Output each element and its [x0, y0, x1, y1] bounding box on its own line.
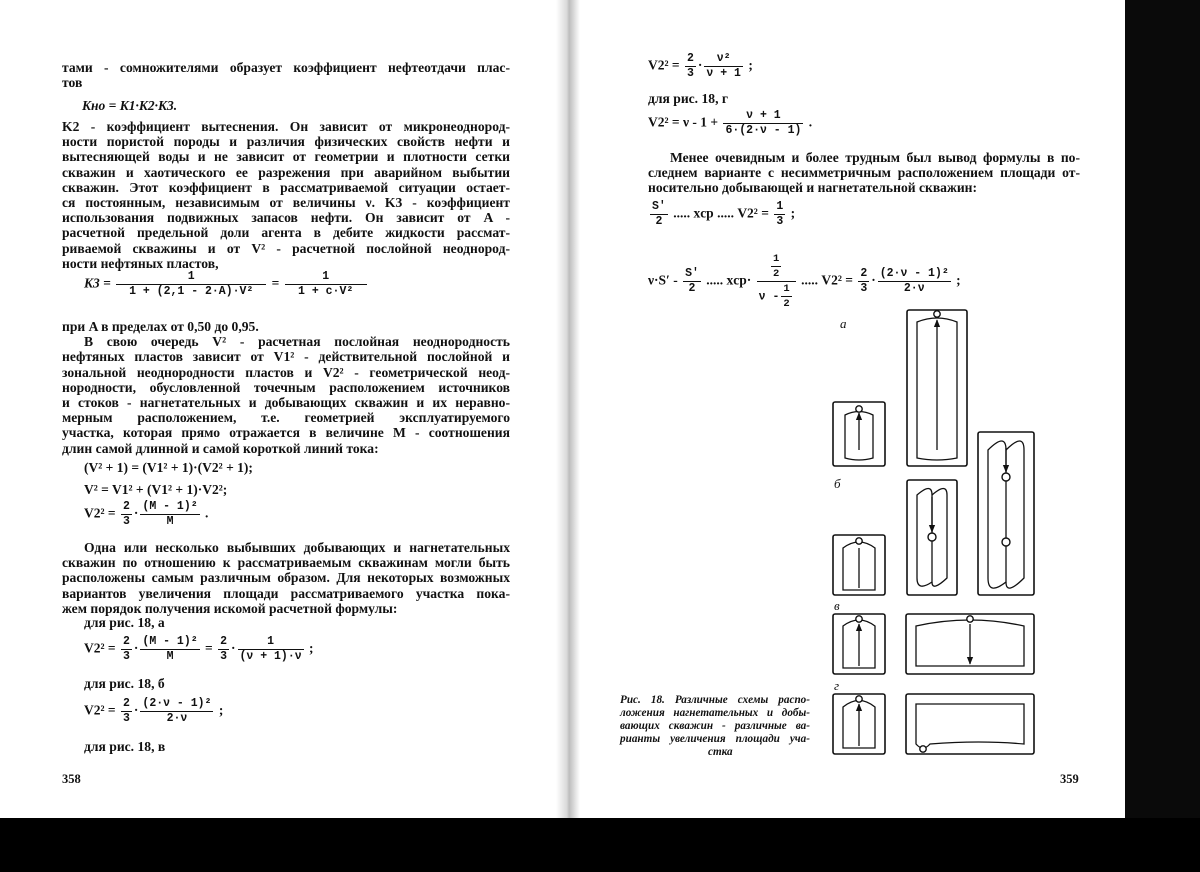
denominator: 2 — [783, 298, 790, 310]
scheme-a-tall-cell — [907, 310, 967, 466]
text-line: жем порядок получения искомой расчетной формулы: — [62, 600, 398, 616]
denominator: 2 — [773, 268, 780, 280]
text-line: участка, которая прямо отражается в величине M - соотношения — [62, 425, 510, 441]
numerator: 2 — [860, 267, 868, 280]
lhs: V2² = ν - 1 + — [648, 114, 719, 130]
k3-fraction-1 — [116, 270, 266, 299]
text-line: при A в пределах от 0,50 до 0,95. — [62, 319, 259, 334]
text-line: K2 - коэффициент вытеснения. Он зависит от микронеоднород- — [62, 119, 510, 134]
scheme-c-wide-cell — [906, 614, 1034, 674]
equation-fig-18b: V2² = $\frac{2}{3}$ · $\frac{\text{(2·ν - 1)²}}{2\cdot\nu}$ ; — [84, 697, 224, 725]
paragraph-3 — [62, 319, 510, 456]
label-fig-18c: для рис. 18, в — [84, 739, 166, 754]
denominator: 3 — [123, 515, 130, 528]
numerator: S′ — [685, 267, 699, 280]
scheme-d-wide-cell — [906, 694, 1034, 754]
paragraph-4 — [62, 540, 510, 616]
end-mark: ; — [309, 640, 314, 656]
scheme-a-small-cell — [833, 402, 885, 466]
scan-border-right — [1125, 0, 1200, 818]
numerator: ν + 1 — [723, 109, 803, 124]
denominator: M — [166, 650, 174, 663]
denominator: 3 — [860, 282, 868, 295]
denominator: 3 — [220, 650, 227, 663]
figure-label-c: в — [834, 598, 840, 613]
numerator: 1 — [773, 253, 780, 265]
book-gutter — [556, 0, 580, 818]
lhs: V2² = — [84, 505, 116, 521]
text-line: вытесняющей воды и не зависит от геометрии и плотности сетки — [62, 149, 510, 165]
fraction — [121, 500, 132, 529]
figure-caption — [620, 694, 810, 759]
numerator: 1 — [238, 635, 304, 650]
end-mark: ; — [218, 702, 224, 718]
text-line: расчетной предельной доли агента в дебите жидкости рассмат- — [62, 225, 510, 241]
left-page — [0, 0, 556, 818]
numerator: 1 — [776, 200, 784, 213]
caption-line: стка — [708, 746, 733, 758]
numerator: 1 — [783, 283, 790, 295]
text-line: и стоков - нагнетательных и добывающих скважин и их неравно- — [62, 395, 510, 411]
paragraph-1 — [62, 60, 510, 90]
scheme-b-mid-cell — [907, 480, 957, 595]
denominator: 2 — [655, 215, 663, 228]
fraction — [121, 635, 132, 664]
page-number: 359 — [1060, 772, 1079, 786]
lhs: V2² = — [737, 205, 769, 221]
text-line: мерным расположением, т.е. геометрией эксплуатируемого — [62, 410, 510, 426]
dots: ..... xср· — [706, 272, 752, 288]
k3-equals: = — [271, 275, 280, 291]
end-mark: . — [808, 114, 813, 130]
equation-k3 — [84, 270, 369, 299]
dots: ..... xср ..... — [673, 205, 734, 221]
text-line: зональной неоднородности пластов и V2² - геометрической неод- — [62, 364, 510, 380]
scheme-d-small-cell — [833, 694, 885, 754]
numerator: 2 — [123, 697, 130, 710]
lhs: V2² = — [821, 272, 853, 288]
numerator: 2 — [123, 635, 130, 648]
label-fig-18d: для рис. 18, г — [648, 91, 729, 106]
equation-fig-18c: V2² = $\frac{2}{3}$ · $\frac{\text{ν²}}{\nu + 1}$ ; — [648, 52, 753, 80]
scheme-d — [833, 694, 1034, 754]
equation-fig-18a: V2² = $\frac{2}{3}$ · $\frac{\text{(M - 1)²}}{M}$ = $\frac{2}{3}$ · $\frac{1}{(\nu + 1)\cdot\nu}$ ; — [84, 635, 314, 663]
text-line: риваемой скважины и от V² - расчетной послойной неоднород- — [62, 240, 510, 256]
denominator: 3 — [123, 650, 130, 663]
text-line: скважин и хаотического ее разрежения при аварийном выбытии — [62, 164, 510, 180]
text-line: использования подвижных запасов нефти. Он зависит от A - — [62, 210, 510, 226]
numerator: 2 — [687, 52, 694, 65]
k3-lhs: K3 = — [84, 275, 111, 291]
equation-b: V² = V1² + (V1² + 1)·V2²; — [84, 482, 228, 497]
numerator: (M - 1)² — [142, 635, 198, 648]
text-line: тами - сомножителями образует коэффициент нефтеотдачи плас- — [62, 60, 510, 75]
text-line: следнем варианте с несимметричным расположением площади от- — [648, 165, 1080, 181]
equation-kno: Kнo = K1·K2·K3. — [82, 98, 178, 113]
lhs: V2² = — [84, 640, 116, 656]
numerator: 1 — [116, 270, 266, 285]
caption-line: Рис. 18. Различные схемы распо- — [620, 694, 810, 706]
numerator: (2·ν - 1)² — [142, 697, 212, 710]
denominator: ν + 1 — [706, 67, 741, 80]
fraction — [238, 635, 304, 664]
end-mark: ; — [956, 272, 961, 288]
fraction — [140, 697, 213, 726]
equals: = — [205, 640, 213, 656]
text-line: скважин. Этот коэффициент в рассматриваемой ситуации остает- — [62, 179, 510, 195]
paragraph-2 — [62, 119, 510, 271]
denominator: 2·ν — [166, 712, 188, 725]
end-mark: ; — [790, 205, 796, 221]
caption-line: рианты увеличения площади уча- — [620, 733, 810, 745]
scheme-c-small-cell — [833, 614, 885, 674]
scheme-c — [833, 614, 1034, 674]
text-line: расположены самым различным образом. Для некоторых возможных — [62, 570, 510, 586]
denominator: 1 + c·V² — [298, 285, 354, 298]
scheme-b — [833, 432, 1034, 595]
denominator: 6·(2·ν - 1) — [725, 124, 802, 137]
label-fig-18b: для рис. 18, б — [84, 676, 165, 691]
text-line: длин самой длинной и самой короткой линий тока: — [62, 440, 379, 456]
fraction — [140, 635, 199, 664]
numerator: 2 — [123, 500, 130, 513]
text-line: тов — [62, 75, 83, 91]
figure-label-b: б — [834, 476, 841, 491]
fraction — [121, 697, 132, 726]
numerator: ν² — [704, 52, 743, 67]
fraction — [218, 635, 229, 664]
numerator: S′ — [652, 200, 666, 213]
text-line: ности нефтяных пластов, — [62, 255, 219, 271]
end-mark: ; — [748, 57, 753, 73]
scheme-a — [833, 310, 967, 466]
denominator: 3 — [687, 67, 694, 80]
text-line: Менее очевидным и более трудным был вывод формулы в по- — [670, 150, 1080, 165]
denominator: 2·ν — [903, 282, 925, 295]
scheme-b-small-cell — [833, 535, 885, 595]
caption-line: вающих скважин - различные ва- — [620, 720, 810, 732]
text-line: скважин по отношению к рассматриваемым скважинам могли быть — [62, 555, 510, 571]
text-line: В свою очередь V² - расчетная послойная неоднородность — [84, 334, 510, 350]
text-line: ся постоянным, независимым от величины ν. K3 - коэффициент — [62, 195, 510, 211]
denominator: 1 + (2,1 - 2·A)·V² — [129, 285, 254, 298]
text-line: вариантов увеличения площади рассматриваемого участка пока- — [62, 585, 510, 601]
equation-a: (V² + 1) = (V1² + 1)·(V2² + 1); — [84, 460, 253, 475]
page-number: 358 — [62, 772, 81, 786]
text-line: Одна или несколько выбывших добывающих и нагнетательных — [84, 540, 510, 555]
label-fig-18a: для рис. 18, а — [84, 615, 165, 630]
start: ν·S′ - — [648, 272, 678, 288]
lhs: V2² = — [84, 702, 116, 718]
right-page — [580, 0, 1125, 818]
numerator: (2·ν - 1)² — [879, 267, 949, 280]
numerator: 1 — [285, 270, 367, 285]
k3-fraction-2 — [285, 270, 367, 299]
text-line: нородности, обусловленной точечным расположением источников — [62, 379, 510, 395]
scan-border-bottom — [0, 818, 1200, 872]
denominator-lead: ν - — [758, 290, 780, 304]
figure-label-a: а — [840, 316, 847, 331]
scheme-b-tall-cell — [978, 432, 1034, 595]
denominator: M — [166, 515, 174, 528]
numerator: 2 — [220, 635, 227, 648]
caption-line: ложения нагнетательных и добы- — [620, 707, 810, 719]
lhs: V2² = — [648, 57, 680, 73]
denominator: 3 — [776, 215, 784, 228]
figure-label-d: г — [834, 678, 840, 693]
equation-s2: ν·S′ - $\frac{S'}{2}$ ..... xср· $\frac{1}{2}$ ν - $\frac{1}{2}$ ..... V2² = $\frac{2}{3}$ · $\frac{\text{(2·ν - 1)²}}{2\cdot\nu}$ ; — [648, 253, 961, 310]
text-line: носительно добывающей и нагнетательной скважин: — [648, 180, 978, 196]
equation-c: V2² = $\frac{2}{3}$ · $\frac{\text{(M - 1)²}}{M}$ . — [84, 500, 209, 528]
denominator: (ν + 1)·ν — [239, 650, 302, 663]
end-mark: . — [205, 505, 209, 521]
numerator: (M - 1)² — [142, 500, 198, 513]
fraction — [140, 500, 199, 529]
denominator: 2 — [688, 282, 696, 295]
text-line: ности пористой породы и различия физических свойств нефти и — [62, 134, 510, 150]
text-line: нефтяных пластов зависит от V1² - действительной послойной и — [62, 349, 510, 365]
denominator: 3 — [123, 712, 130, 725]
dots: ..... — [801, 272, 818, 288]
